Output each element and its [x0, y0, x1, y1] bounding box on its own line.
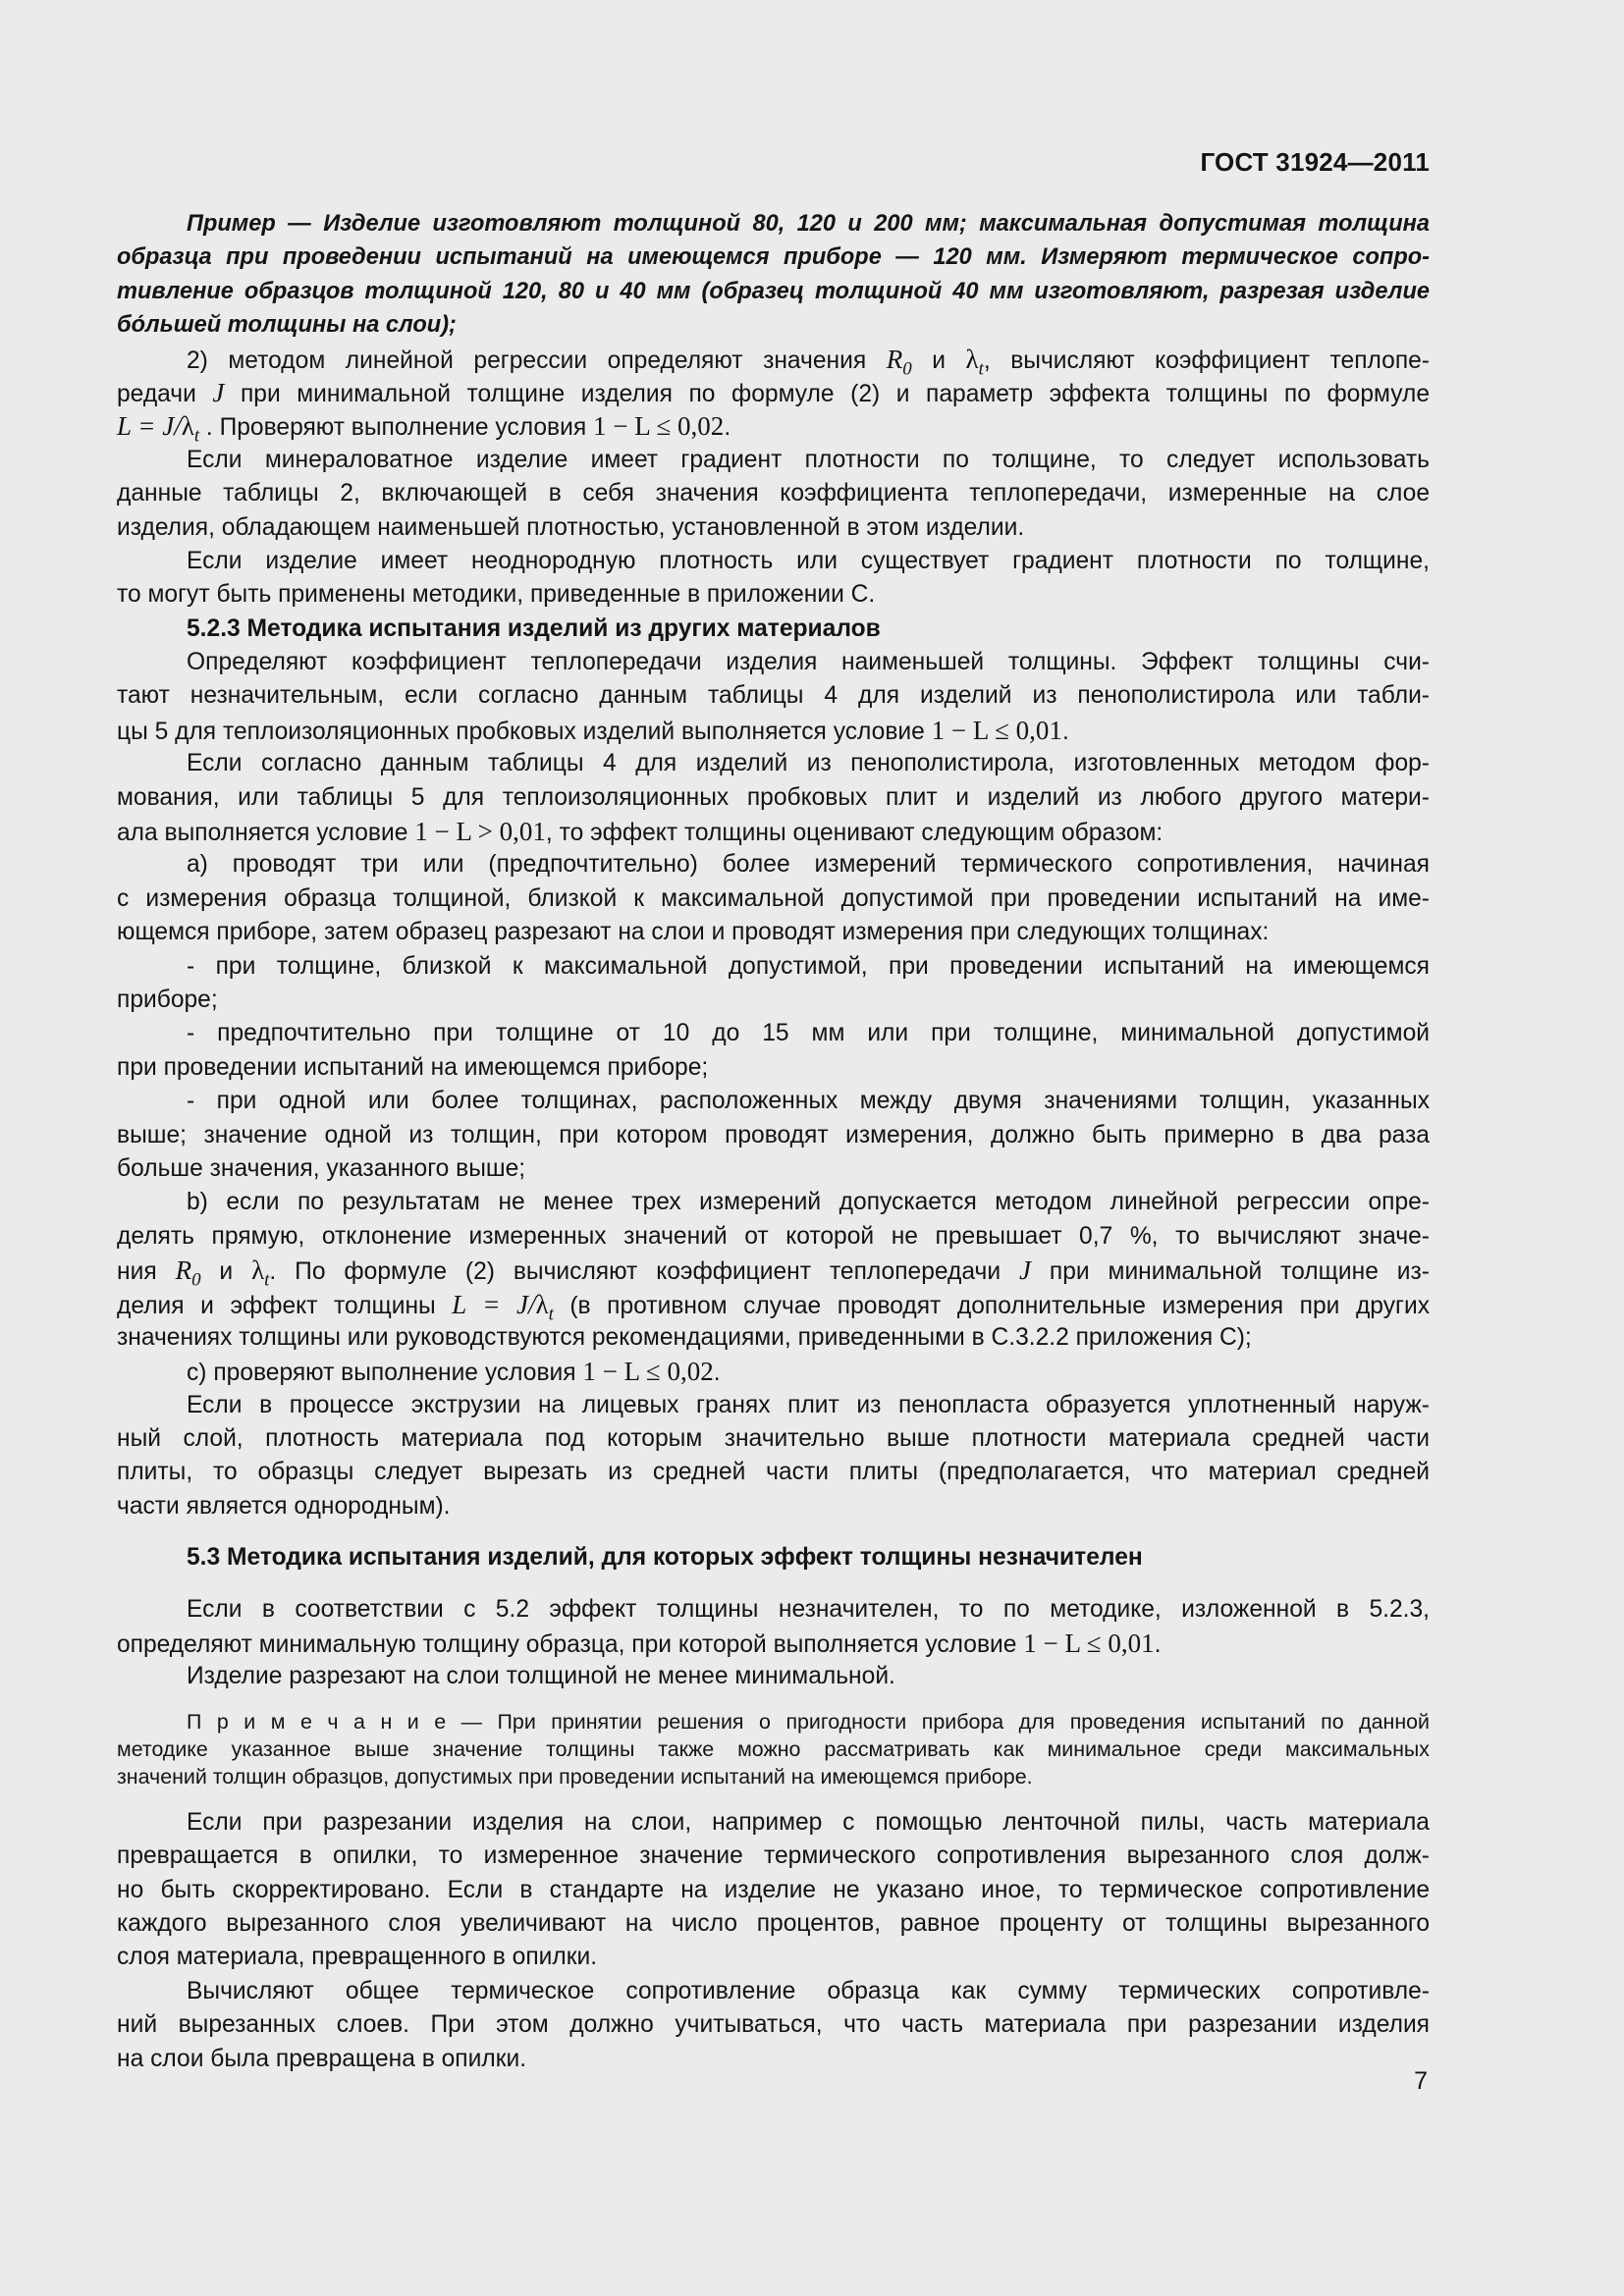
- extrusion-paragraph: [117, 1389, 1430, 1524]
- condition-paragraph: [117, 747, 1430, 848]
- text-line: ний вырезанных слоев. При этом должно учитываться, что часть материала при разрезании изделия: [117, 2011, 1430, 2039]
- text-line: - при одной или более толщинах, расположенных между двумя значениями толщин, указанных: [187, 1088, 1430, 1115]
- page-number: 7: [1414, 2067, 1428, 2095]
- text-line: Если в соответствии с 5.2 эффект толщины незначителен, то по методике, изложенной в 5.2.3,: [187, 1595, 1430, 1623]
- text-line: ала выполняется условие 1 − L > 0,01, то эффект толщины оценивают следующим образом:: [117, 817, 1164, 847]
- formula-r0: $R_0$: [175, 1255, 201, 1291]
- text-line: тают незначительным, если согласно данным таблицы 4 для изделий из пенополистирола или табли-: [117, 682, 1430, 710]
- list-item-c: [117, 1355, 1430, 1388]
- section-heading-5-3: 5.3 Методика испытания изделий, для которых эффект толщины незначителен: [187, 1544, 1143, 1572]
- text-line: части является однородным).: [117, 1492, 451, 1520]
- text-line: каждого вырезанного слоя увеличивают на число процентов, равное проценту от толщины вырезанного: [117, 1909, 1430, 1937]
- text-line: на слои была превращена в опилки.: [117, 2045, 527, 2072]
- text-line: делия и эффект толщины $L = J/\lambda_t$ (в противном случае проводят дополнительные измерения при других: [117, 1289, 1431, 1324]
- text-line: П р и м е ч а н и е — При принятии решения о пригодности прибора для проведения испытаний по данной: [187, 1709, 1430, 1734]
- total-paragraph: [117, 1975, 1430, 2076]
- text-line: изделия, обладающем наименьшей плотностью, установленной в этом изделии.: [117, 513, 1025, 541]
- text-line: - при толщине, близкой к максимальной допустимой, при проведении испытаний на имеющемся: [187, 952, 1430, 980]
- text-line: Если изделие имеет неоднородную плотность или существует градиент плотности по толщине,: [187, 547, 1430, 574]
- list-item-b: [117, 1186, 1430, 1355]
- text-line: а) проводят три или (предпочтительно) более измерений термического сопротивления, начиная: [187, 851, 1430, 879]
- text-line: Если минераловатное изделие имеет градиент плотности по толщине, то следует использовать: [187, 446, 1430, 473]
- formula-l-definition: $L = J/\lambda_t$: [452, 1289, 554, 1324]
- text-line: превращается в опилки, то измеренное значение термического сопротивления вырезанного слоя долж-: [117, 1842, 1430, 1870]
- dash-item-3: [117, 1085, 1430, 1186]
- text-line: слоя материала, превращенного в опилки.: [117, 1944, 598, 1971]
- formula-condition: 1 − L ≤ 0,02: [593, 411, 725, 442]
- text-line: тивление образцов толщиной 120, 80 и 40 мм (образец толщиной 40 мм изготовляют, разрезая изделие: [117, 278, 1430, 304]
- text-line: мования, или таблицы 5 для теплоизоляционных пробковых плит и изделий из любого другого матери-: [117, 783, 1430, 811]
- formula-condition: 1 − L ≤ 0,02: [582, 1357, 714, 1387]
- text-line: c) проверяют выполнение условия 1 − L ≤ 0,02.: [187, 1357, 721, 1387]
- formula-condition: 1 − L ≤ 0,01: [931, 715, 1062, 745]
- text-line: делять прямую, отклонение измеренных значений от которой не превышает 0,7 %, то вычисляют значе-: [117, 1222, 1430, 1250]
- example-paragraph: [117, 207, 1430, 343]
- text-line: ный слой, плотность материала под которым значительно выше плотности материала средней части: [117, 1425, 1430, 1453]
- text-line: методике указанное выше значение толщины также можно рассматривать как минимальное среди максимальных: [117, 1736, 1430, 1761]
- text-line: b) если по результатам не менее трех измерений допускается методом линейной регрессии опре-: [187, 1189, 1430, 1216]
- text-line: значений толщин образцов, допустимых при проведении испытаний на имеющемся приборе.: [117, 1764, 1033, 1789]
- cut-paragraph: Изделие разрезают на слои толщиной не менее минимальной.: [187, 1663, 895, 1690]
- formula-lambda-t: $\lambda_t$: [251, 1255, 270, 1291]
- formula-r0: $R_0$: [886, 344, 912, 379]
- text-line: бо́льшей толщины на слои);: [117, 312, 457, 339]
- text-line: $L = J/\lambda_t$ . Проверяют выполнение условия 1 − L ≤ 0,02.: [117, 411, 731, 447]
- note-label: П р и м е ч а н и е: [187, 1709, 447, 1734]
- list-item-a: [117, 848, 1430, 949]
- text-line: плиты, то образцы следует вырезать из средней части плиты (предполагается, что материал средней: [117, 1459, 1430, 1486]
- dash-item-2: [117, 1017, 1430, 1085]
- text-line: Если в процессе экструзии на лицевых гранях плит из пенопласта образуется уплотненный наруж-: [187, 1391, 1430, 1418]
- text-line: 2) методом линейной регрессии определяют значения $R_0$ и $\lambda_t$, вычисляют коэффициент теплопе-: [187, 344, 1430, 379]
- text-line: при проведении испытаний на имеющемся приборе;: [117, 1053, 709, 1081]
- gradient-paragraph: [117, 444, 1430, 545]
- text-line: данные таблицы 2, включающей в себя значения коэффициента теплопередачи, измеренные на слое: [117, 480, 1430, 507]
- text-line: Если при разрезании изделия на слои, например с помощью ленточной пилы, часть материала: [187, 1808, 1430, 1836]
- text-line: - предпочтительно при толщине от 10 до 15 мм или при толщине, минимальной допустимой: [187, 1020, 1430, 1047]
- text-line: ния $R_0$ и $\lambda_t$. По формуле (2) вычисляют коэффициент теплопередачи J при минимальной толщине из-: [117, 1255, 1430, 1291]
- text-line: образца при проведении испытаний на имеющемся приборе — 120 мм. Измеряют термическое сопро-: [117, 244, 1430, 271]
- text-line: определяют минимальную толщину образца, при которой выполняется условие 1 − L ≤ 0,01.: [117, 1629, 1162, 1659]
- text-line: но быть скорректировано. Если в стандарте на изделие не указано иное, то термическое сопротивление: [117, 1876, 1430, 1903]
- determine-paragraph: [117, 646, 1430, 747]
- formula-condition: 1 − L > 0,01: [414, 817, 546, 847]
- document-header: ГОСТ 31924—2011: [1200, 147, 1430, 177]
- text-line: Вычисляют общее термическое сопротивление образца как сумму термических сопротивле-: [187, 1977, 1430, 2004]
- text-line: то могут быть применены методики, приведенные в приложении С.: [117, 581, 876, 609]
- section-heading-5-2-3: 5.2.3 Методика испытания изделий из других материалов: [187, 614, 881, 642]
- text-line: больше значения, указанного выше;: [117, 1154, 526, 1182]
- formula-condition: 1 − L ≤ 0,01: [1023, 1629, 1155, 1659]
- text-line: цы 5 для теплоизоляционных пробковых изделий выполняется условие 1 − L ≤ 0,01.: [117, 715, 1069, 745]
- formula-j: J: [1019, 1255, 1031, 1286]
- nonuniform-paragraph: [117, 545, 1430, 613]
- text-line: выше; значение одной из толщин, при котором проводят измерения, должно быть примерно в два раза: [117, 1121, 1430, 1148]
- text-line: Пример — Изделие изготовляют толщиной 80, 120 и 200 мм; максимальная допустимая толщина: [187, 211, 1430, 237]
- formula-lambda-t: $\lambda_t$: [965, 344, 984, 379]
- section-5-3-paragraph: [117, 1593, 1430, 1661]
- saw-paragraph: [117, 1806, 1430, 1975]
- text-line: значениях толщины или руководствуются рекомендациями, приведенными в С.3.2.2 приложения С);: [117, 1323, 1252, 1351]
- text-line: ющемся приборе, затем образец разрезают на слои и проводят измерения при следующих толщинах:: [117, 919, 1270, 946]
- formula-j: J: [212, 377, 225, 407]
- text-line: приборе;: [117, 986, 218, 1013]
- text-line: Определяют коэффициент теплопередачи изделия наименьшей толщины. Эффект толщины счи-: [187, 649, 1430, 676]
- text-line: редачи J при минимальной толщине изделия по формуле (2) и параметр эффекта толщины по формуле: [117, 377, 1430, 407]
- text-line: с измерения образца толщиной, близкой к максимальной допустимой при проведении испытаний на име-: [117, 884, 1430, 912]
- formula-l-definition: $L = J/\lambda_t$: [117, 411, 200, 447]
- text-line: Если согласно данным таблицы 4 для изделий из пенополистирола, изготовленных методом фор-: [187, 750, 1430, 777]
- note-block: [117, 1708, 1430, 1790]
- regression-paragraph: [117, 343, 1430, 447]
- page-content: [117, 207, 1430, 2076]
- dash-item-1: [117, 950, 1430, 1018]
